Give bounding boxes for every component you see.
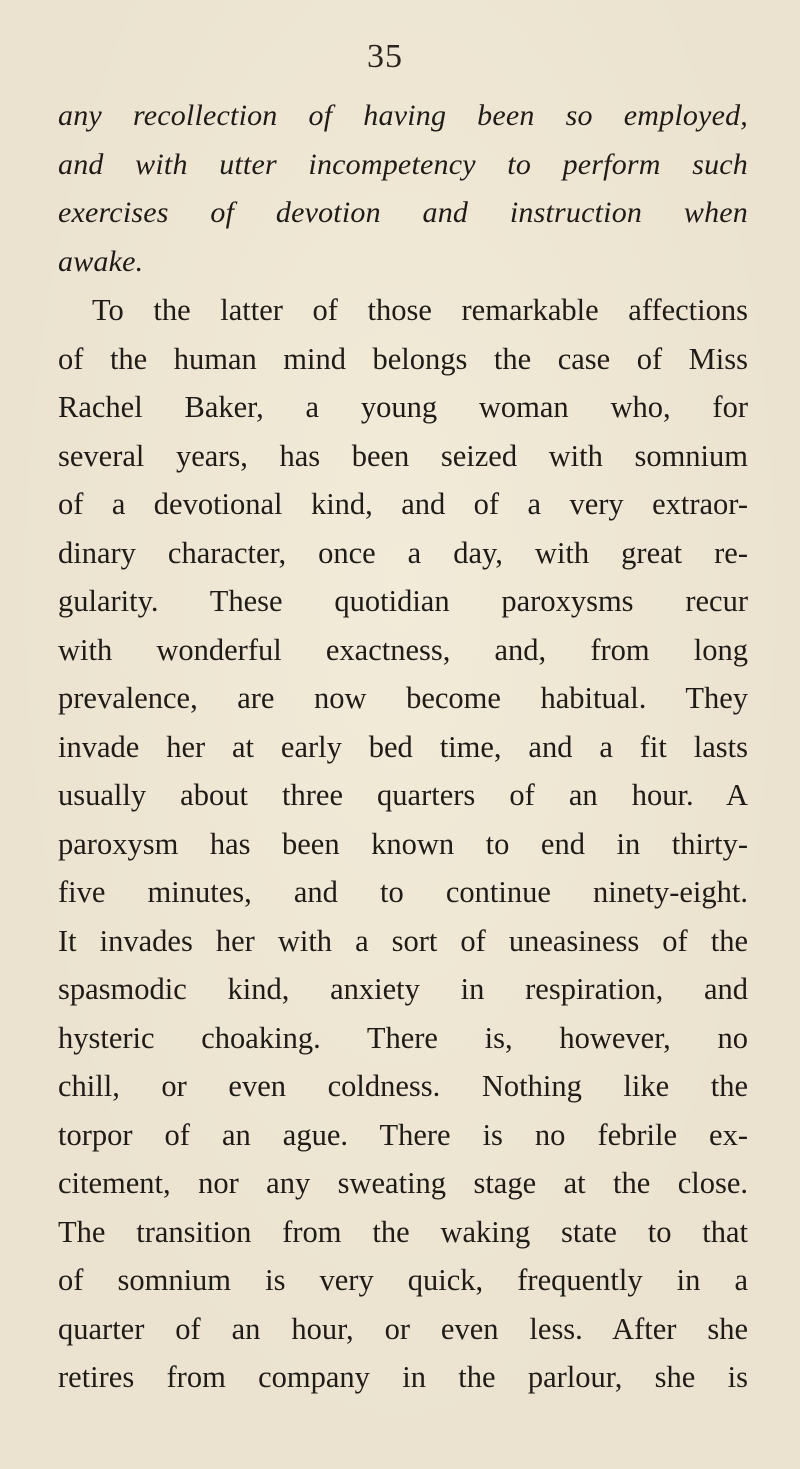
- text-line-19: spasmodic kind, anxiety in respiration, and: [58, 972, 748, 1006]
- text-line-13: prevalence, are now become habitual. They: [58, 681, 748, 715]
- text-line-6: of the human mind belongs the case of Miss: [58, 341, 748, 376]
- text-line-12: with wonderful exactness, and, from long: [58, 632, 748, 667]
- text-line-3: exercises of devotion and instruction when: [58, 196, 748, 229]
- page-number: 35: [367, 38, 403, 75]
- text-line-16: paroxysm has been known to end in thirty-: [58, 826, 748, 861]
- text-line-21: chill, or even coldness. Nothing like the: [58, 1069, 748, 1103]
- text-line-1: any recollection of having been so employed,: [58, 99, 748, 132]
- text-line-9: of a devotional kind, and of a very extraor-: [58, 487, 748, 521]
- text-line-17: five minutes, and to continue ninety-eight.: [58, 875, 748, 909]
- text-line-27: retires from company in the parlour, she is: [58, 1360, 748, 1394]
- text-line-8: several years, has been seized with somnium: [58, 438, 748, 473]
- text-line-11: gularity. These quotidian paroxysms recur: [58, 584, 748, 618]
- text-line-23: citement, nor any sweating stage at the close.: [58, 1166, 748, 1200]
- text-line-5: To the latter of those remarkable affections: [92, 293, 748, 327]
- text-line-7: Rachel Baker, a young woman who, for: [58, 390, 748, 424]
- text-line-24: The transition from the waking state to that: [58, 1214, 748, 1249]
- text-line-22: torpor of an ague. There is no febrile ex-: [58, 1117, 748, 1152]
- text-line-20: hysteric choaking. There is, however, no: [58, 1020, 748, 1055]
- text-line-15: usually about three quarters of an hour. A: [58, 778, 748, 812]
- text-line-14: invade her at early bed time, and a fit lasts: [58, 729, 748, 764]
- text-line-2: and with utter incompetency to perform such: [58, 147, 748, 181]
- text-line-4: awake.: [58, 244, 144, 278]
- body-text: [58, 92, 748, 1402]
- text-line-26: quarter of an hour, or even less. After she: [58, 1311, 748, 1346]
- text-line-18: It invades her with a sort of uneasiness of the: [58, 923, 748, 958]
- text-line-25: of somnium is very quick, frequently in a: [58, 1263, 748, 1297]
- text-line-10: dinary character, once a day, with great re-: [58, 535, 748, 570]
